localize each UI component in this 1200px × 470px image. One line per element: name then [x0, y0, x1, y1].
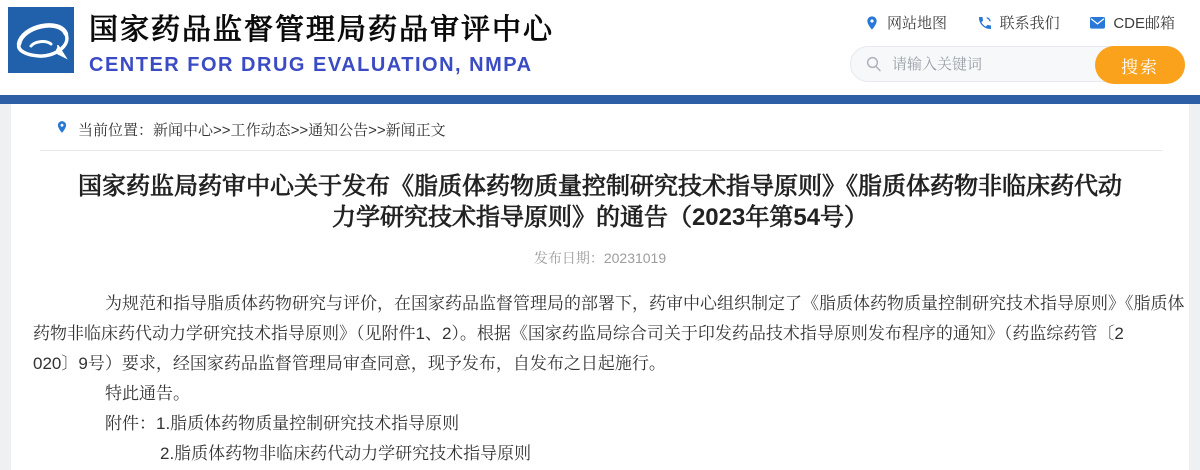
content-divider	[40, 150, 1162, 151]
breadcrumb-item-notices[interactable]: 通知公告	[308, 121, 369, 139]
article-title	[33, 171, 1167, 233]
publish-date	[33, 248, 1167, 268]
brand-title-cn: 国家药品监督管理局药品审评中心	[89, 14, 555, 46]
body-line-attachment-2: 2.脂质体药物非临床药代动力学研究技术指导原则	[160, 444, 532, 463]
breadcrumb-separator: >>	[368, 121, 386, 139]
publish-date-label: 发布日期：	[533, 250, 604, 266]
body-line: 药物非临床药代动力学研究技术指导原则》（见附件1、2）。根据《国家药监局综合司关于印发药品技术指导原则发布程序的通知》（药监综药管〔2	[33, 324, 1124, 343]
site-header	[0, 0, 1200, 95]
breadcrumb	[33, 118, 1167, 140]
quick-link-label: 联系我们	[999, 15, 1060, 32]
article-body	[33, 289, 1185, 469]
publish-date-value: 20231019	[603, 250, 667, 266]
body-line: 为规范和指导脂质体药物研究与评价，在国家药品监督管理局的部署下，药审中心组织制定了《脂质体药物质量控制研究技术指导原则》《脂质体	[105, 294, 1185, 313]
body-line: 特此通告。	[105, 384, 190, 403]
breadcrumb-pin-icon	[55, 119, 69, 140]
quick-links	[850, 12, 1185, 33]
envelope-icon	[1089, 15, 1106, 30]
breadcrumb-item-news-center[interactable]: 新闻中心	[153, 121, 214, 139]
quick-link-contact[interactable]	[977, 12, 1060, 33]
search-icon	[865, 55, 883, 73]
location-pin-icon	[864, 15, 880, 31]
body-line-attachment-1: 附件：1.脂质体药物质量控制研究技术指导原则	[105, 414, 460, 433]
quick-link-label: 网站地图	[887, 15, 948, 32]
breadcrumb-prefix: 当前位置：	[78, 121, 154, 139]
quick-link-sitemap[interactable]	[864, 12, 947, 33]
breadcrumb-item-article[interactable]: 新闻正文	[385, 121, 446, 139]
content-wrap	[0, 104, 1200, 470]
breadcrumb-item-work-updates[interactable]: 工作动态	[230, 121, 291, 139]
phone-icon	[977, 15, 993, 31]
article-title-line: 国家药监局药审中心关于发布《脂质体药物质量控制研究技术指导原则》《脂质体药物非临床药代动	[78, 173, 1122, 200]
breadcrumb-separator: >>	[290, 121, 309, 139]
breadcrumb-text	[78, 119, 446, 140]
search-button[interactable]: 搜索	[1095, 46, 1185, 84]
header-right	[850, 12, 1185, 82]
content-card	[11, 104, 1189, 470]
search-bar	[850, 46, 1185, 82]
breadcrumb-separator: >>	[213, 121, 231, 139]
brand-title-en: CENTER FOR DRUG EVALUATION, NMPA	[89, 54, 533, 76]
article-title-line: 力学研究技术指导原则》的通告（2023年第54号）	[331, 204, 869, 231]
body-line: 020〕9号）要求，经国家药品监督管理局审查同意，现予发布，自发布之日起施行。	[33, 354, 666, 373]
brand-text	[89, 7, 554, 77]
quick-link-label: CDE邮箱	[1113, 15, 1175, 32]
cde-logo-icon[interactable]	[8, 7, 74, 73]
brand	[8, 7, 554, 77]
header-divider-bar	[0, 95, 1200, 104]
quick-link-mailbox[interactable]	[1089, 12, 1175, 33]
